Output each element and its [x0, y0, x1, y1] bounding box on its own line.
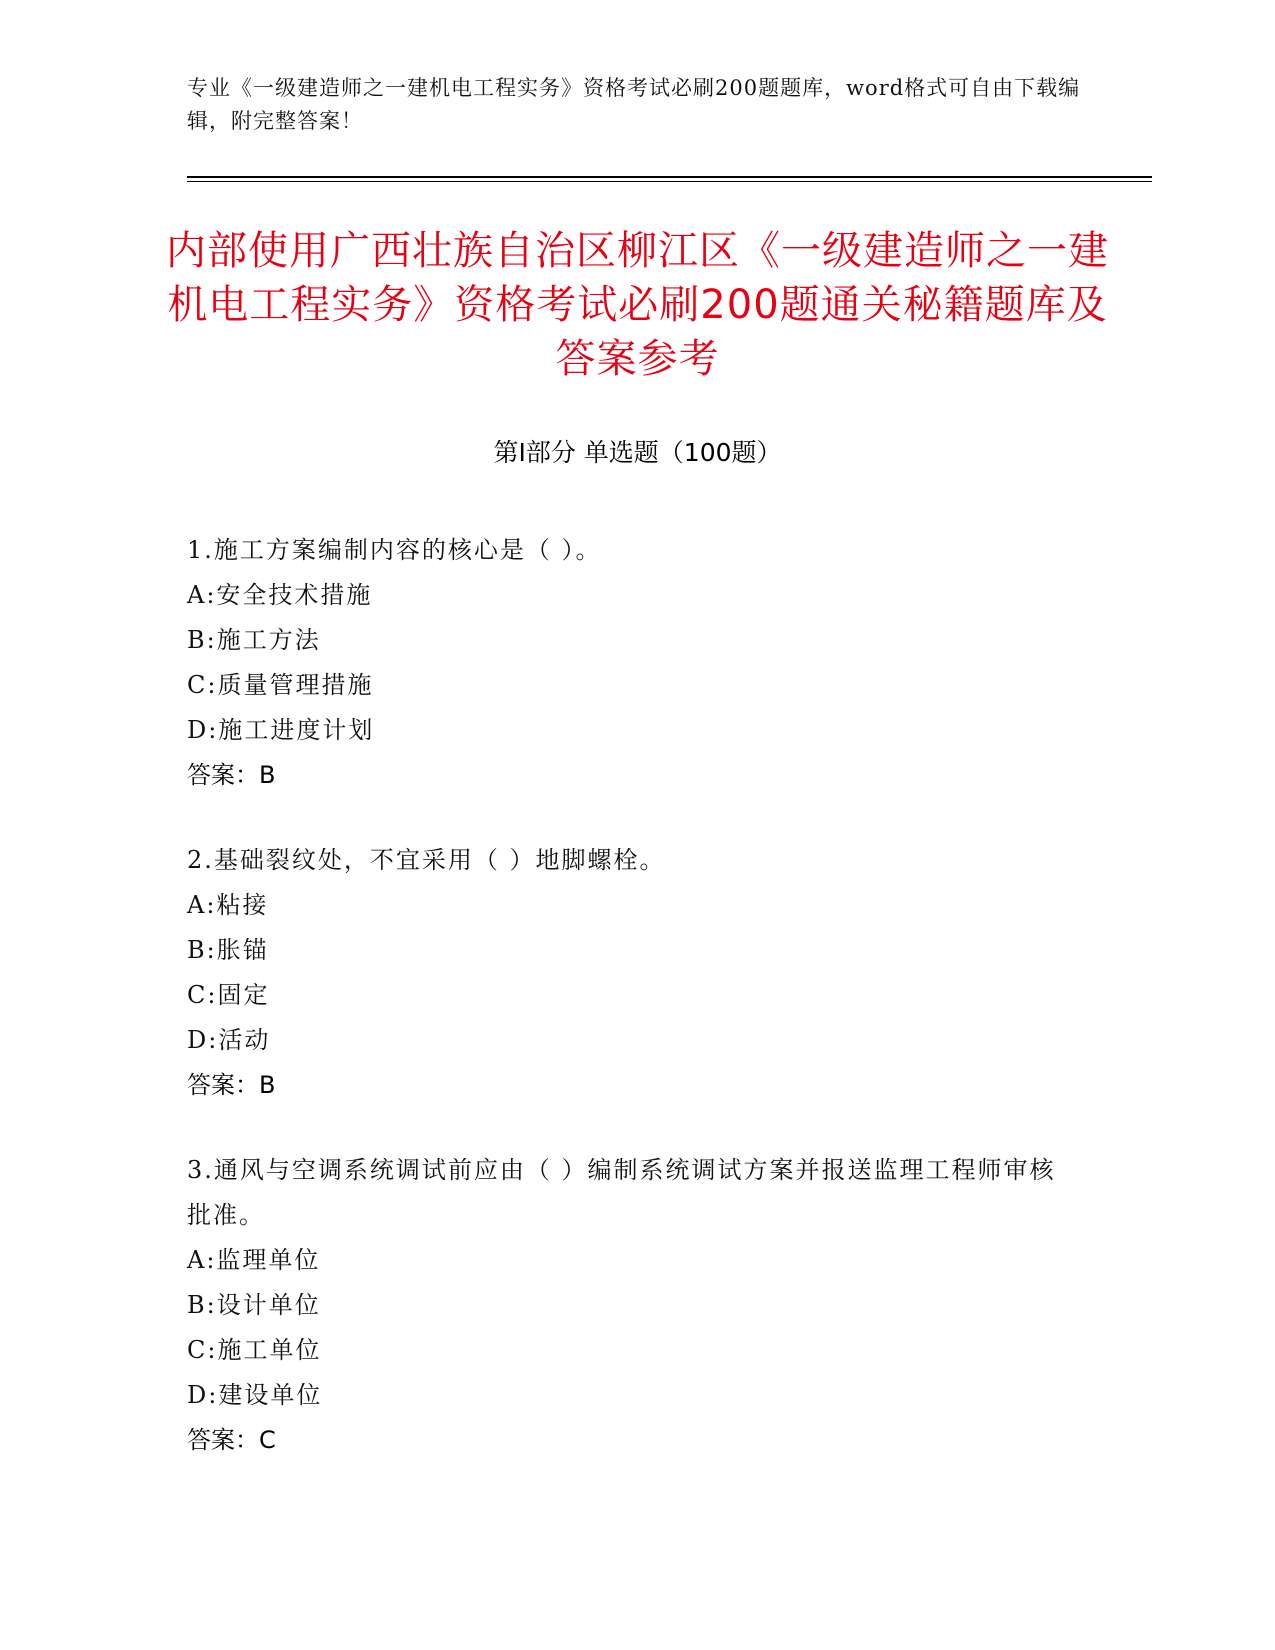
document-title: 内部使用广西壮族自治区柳江区《一级建造师之一建机电工程实务》资格考试必刷200题通关秘籍题库及答案参考	[166, 228, 1109, 382]
header-divider-thick	[187, 176, 1152, 178]
option-d: D:施工进度计划	[187, 716, 375, 744]
header-divider-thin	[187, 181, 1152, 182]
answer-label: 答案：C	[187, 1426, 276, 1454]
answer-label: 答案：B	[187, 761, 276, 789]
question-stem: 2.基础裂纹处，不宜采用（ ）地脚螺栓。	[187, 846, 666, 874]
option-c: C:固定	[187, 981, 270, 1009]
answer-label: 答案：B	[187, 1071, 276, 1099]
question-item	[187, 528, 1067, 798]
option-a: A:安全技术措施	[187, 581, 373, 609]
option-a: A:监理单位	[187, 1246, 321, 1274]
question-stem: 3.通风与空调系统调试前应由（ ）编制系统调试方案并报送监理工程师审核批准。	[187, 1156, 1056, 1229]
option-b: B:设计单位	[187, 1291, 321, 1319]
question-item	[187, 1148, 1067, 1463]
header-note: 专业《一级建造师之一建机电工程实务》资格考试必刷200题题库，word格式可自由下载编辑，附完整答案！	[187, 76, 1081, 133]
option-b: B:胀锚	[187, 936, 269, 964]
section-title: 第Ⅰ部分 单选题（100题）	[493, 438, 782, 467]
option-b: B:施工方法	[187, 626, 321, 654]
option-c: C:施工单位	[187, 1336, 322, 1364]
question-item	[187, 838, 1067, 1108]
question-list	[187, 528, 1067, 1503]
option-c: C:质量管理措施	[187, 671, 374, 699]
option-a: A:粘接	[187, 891, 269, 919]
option-d: D:活动	[187, 1026, 271, 1054]
question-stem: 1.施工方案编制内容的核心是（ ）。	[187, 536, 602, 564]
option-d: D:建设单位	[187, 1381, 323, 1409]
